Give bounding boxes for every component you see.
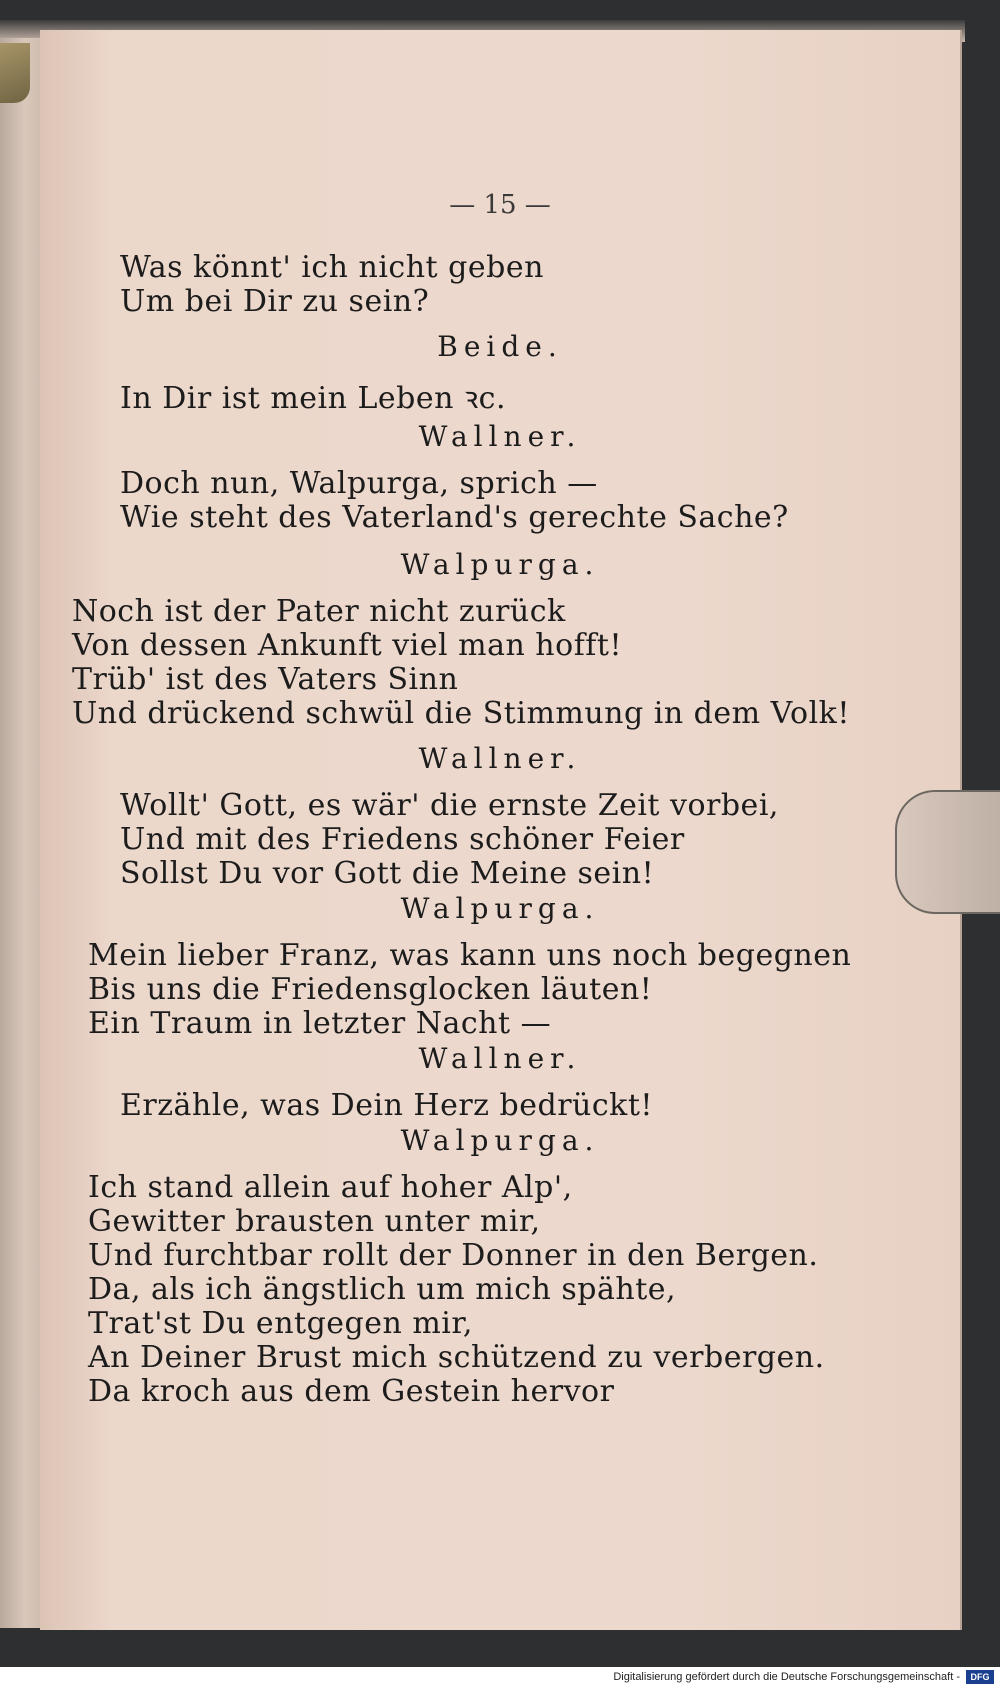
book-page xyxy=(40,30,962,1630)
text-line: Da kroch aus dem Gestein hervor xyxy=(88,1374,615,1409)
text-line: Da, als ich ängstlich um mich spähte, xyxy=(88,1272,677,1307)
page-clip-tab xyxy=(895,790,1000,914)
text-line: Ich stand allein auf hoher Alp', xyxy=(88,1170,573,1205)
speaker-name: Wallner. xyxy=(418,420,582,453)
text-line: Und drückend schwül die Stimmung in dem Volk! xyxy=(72,696,850,731)
text-line: Erzähle, was Dein Herz bedrückt! xyxy=(120,1088,653,1123)
page-number: — 15 — xyxy=(449,190,551,220)
text-line: Mein lieber Franz, was kann uns noch begegnen xyxy=(88,938,852,973)
text-line: Und mit des Friedens schöner Feier xyxy=(120,822,685,857)
text-line: Sollst Du vor Gott die Meine sein! xyxy=(120,856,655,891)
dfg-logo: DFG xyxy=(966,1670,994,1684)
text-line: Was könnt' ich nicht geben xyxy=(120,250,544,285)
text-line: Ein Traum in letzter Nacht — xyxy=(88,1006,552,1041)
footer-text: Digitalisierung gefördert durch die Deutsche Forschungsgemeinschaft - xyxy=(613,1671,960,1683)
text-line: Und furchtbar rollt der Donner in den Bergen. xyxy=(88,1238,819,1273)
speaker-name: Walpurga. xyxy=(400,548,600,581)
text-line: Um bei Dir zu sein? xyxy=(120,284,430,319)
text-line: Noch ist der Pater nicht zurück xyxy=(72,594,566,629)
speaker-name: Wallner. xyxy=(418,1042,582,1075)
text-line: Doch nun, Walpurga, sprich — xyxy=(120,466,598,501)
text-line: Trüb' ist des Vaters Sinn xyxy=(72,662,459,697)
text-line: In Dir ist mein Leben ꝛc. xyxy=(120,381,507,416)
text-line: Von dessen Ankunft viel man hofft! xyxy=(72,628,623,663)
text-line: An Deiner Brust mich schützend zu verbergen. xyxy=(88,1340,825,1375)
text-line: Bis uns die Friedensglocken läuten! xyxy=(88,972,653,1007)
speaker-name: Beide. xyxy=(437,330,563,363)
text-line: Trat'st Du entgegen mir, xyxy=(88,1306,473,1341)
digitization-footer xyxy=(0,1667,1000,1687)
speaker-name: Walpurga. xyxy=(400,1124,600,1157)
text-line: Wollt' Gott, es wär' die ernste Zeit vorbei, xyxy=(120,788,779,823)
speaker-name: Walpurga. xyxy=(400,892,600,925)
speaker-name: Wallner. xyxy=(418,742,582,775)
text-line: Wie steht des Vaterland's gerechte Sache? xyxy=(120,500,789,535)
book-spine xyxy=(0,43,30,103)
text-line: Gewitter brausten unter mir, xyxy=(88,1204,541,1239)
